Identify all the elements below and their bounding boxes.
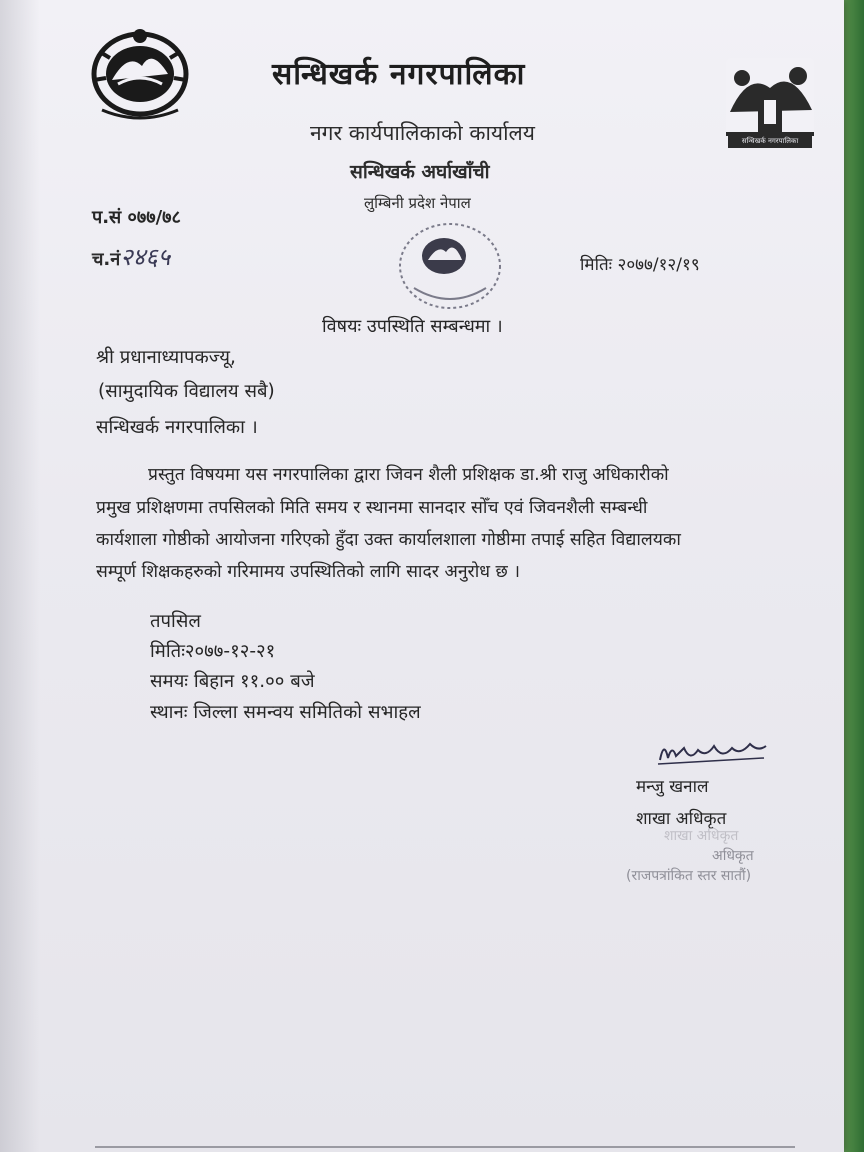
province-line: लुम्बिनी प्रदेश नेपाल [364, 194, 471, 212]
page-bottom-rule [95, 1146, 795, 1148]
right-emblem-caption: सन्धिखर्क नगरपालिका [741, 137, 799, 145]
municipality-title: सन्धिखर्क नगरपालिका [272, 57, 526, 92]
body-line-3: कार्यशाला गोष्ठीको आयोजना गरिएको हुँदा उक्त कार्यालशाला गोष्ठीमा तपाई सहित विद्यालयका [96, 530, 681, 550]
details-heading: तपसिल [150, 611, 201, 632]
patra-sankhya: प.सं ०७७/७८ [92, 207, 181, 228]
stamp-officer-faded: अधिकृत [712, 848, 754, 864]
signatory-name: मन्जु खनाल [636, 777, 709, 797]
body-line-4: सम्पूर्ण शिक्षकहरुको गरिमामय उपस्थितिको लागि सादर अनुरोध छ । [96, 562, 521, 582]
nepal-government-emblem-icon [82, 22, 198, 122]
body-line-2: प्रमुख प्रशिक्षणमा तपसिलको मिति समय र स्थानमा सानदार सोँच एवं जिवनशैली सम्बन्धी [96, 498, 648, 518]
body-line-1: प्रस्तुत विषयमा यस नगरपालिका द्वारा जिवन शैली प्रशिक्षक डा.श्री राजु अधिकारीको [148, 465, 669, 485]
details-time: समयः बिहान ११.०० बजे [150, 671, 315, 692]
chalani-handwritten: २४६५ [120, 243, 171, 271]
details-date: मितिः२०७७-१२-२१ [150, 641, 276, 662]
signatory-designation: शाखा अधिकृत [636, 809, 727, 829]
stamp-designation-faded: शाखा अधिकृत [664, 828, 739, 844]
office-stamp-icon [394, 218, 506, 314]
handwritten-signature [654, 734, 770, 774]
office-place: सन्धिखर्क अर्घाखाँची [350, 161, 490, 183]
letter-subject: विषयः उपस्थिति सम्बन्धमा । [322, 316, 503, 337]
stamp-rank-faded: (राजपत्रांकित स्तर सातौं) [626, 868, 752, 884]
addressee-line-3: सन्धिखर्क नगरपालिका । [96, 417, 258, 438]
addressee-line-2: (सामुदायिक विद्यालय सबै) [98, 381, 275, 402]
paper-shadow [0, 0, 40, 1152]
addressee-line-1: श्री प्रधानाध्यापकज्यू, [96, 347, 236, 368]
letter-date: मितिः २०७७/१२/१९ [580, 255, 700, 275]
office-name: नगर कार्यपालिकाको कार्यालय [310, 121, 535, 145]
chalani-number [92, 240, 170, 273]
details-venue: स्थानः जिल्ला समन्वय समितिको सभाहल [150, 702, 421, 723]
chalani-prefix: च.नं [92, 249, 121, 270]
